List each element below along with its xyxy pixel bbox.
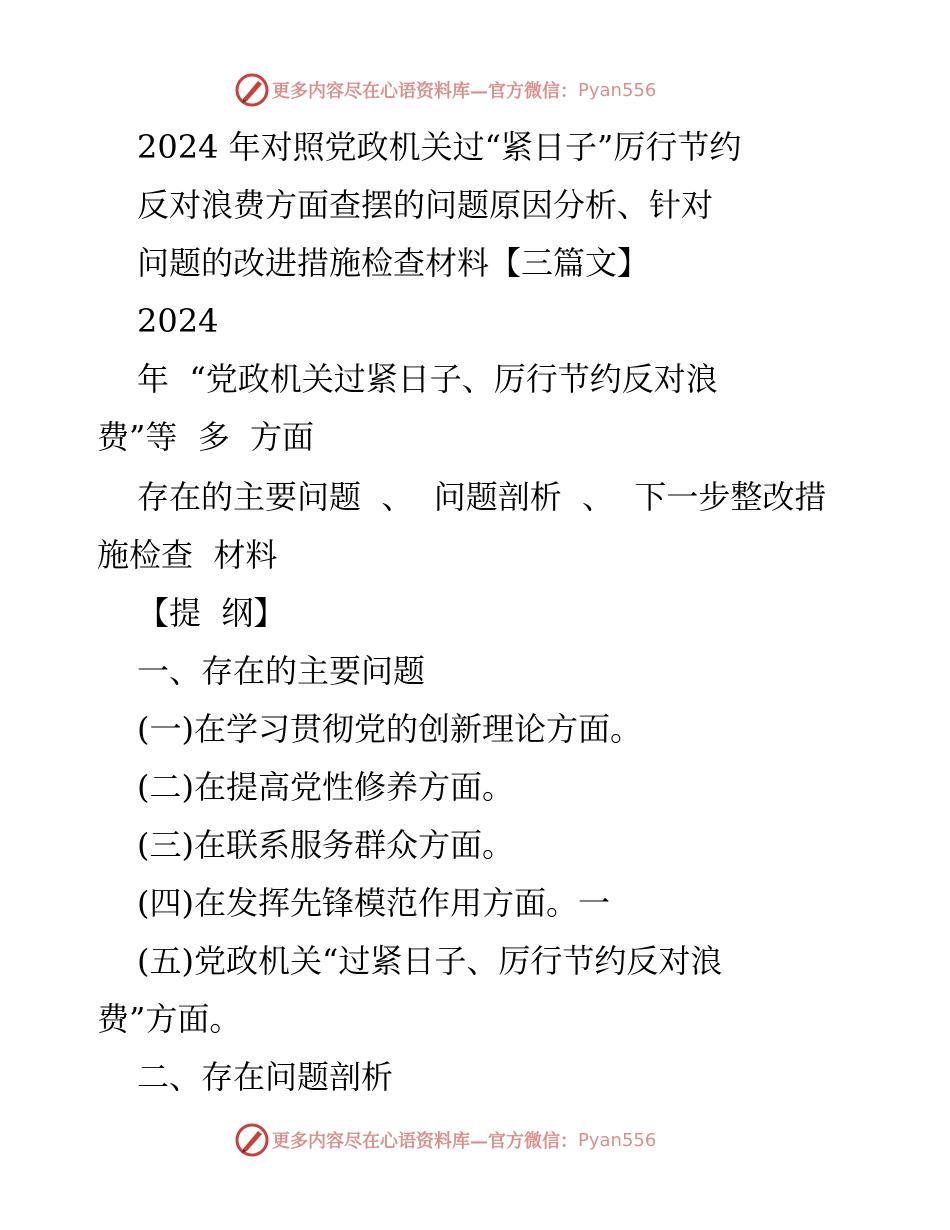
outline-item-4: (四)在发挥先锋模范作用方面。一 — [137, 884, 610, 922]
subtitle-line-4: 存在的主要问题 、 问题剖析 、 下一步整改措 — [137, 478, 827, 516]
title-line-1: 2024 年对照党政机关过“紧日子”厉行节约 — [137, 128, 742, 166]
subtitle-line-2: 年 “党政机关过紧日子、厉行节约反对浪 — [137, 360, 718, 398]
section-heading-2: 二、存在问题剖析 — [137, 1058, 394, 1096]
subtitle-line-5: 施检查 材料 — [97, 536, 278, 574]
watermark-text: 更多内容尽在心语资料库—官方微信： — [272, 1131, 578, 1152]
pen-logo-icon — [234, 1122, 270, 1158]
outline-item-2: (二)在提高党性修养方面。 — [137, 768, 514, 806]
subtitle-line-3: 费”等 多 方面 — [97, 418, 315, 456]
outline-item-3: (三)在联系服务群众方面。 — [137, 826, 514, 864]
watermark-wechat-id: Pyan556 — [578, 79, 657, 101]
outline-heading: 【提 纲】 — [137, 594, 286, 632]
watermark-text: 更多内容尽在心语资料库—官方微信： — [272, 81, 578, 102]
watermark-banner-bottom — [234, 1120, 656, 1160]
watermark-wechat-id: Pyan556 — [578, 1129, 657, 1151]
subtitle-line-1: 2024 — [137, 302, 219, 340]
outline-item-5-continued: 费”方面。 — [97, 1000, 242, 1038]
outline-item-5: (五)党政机关“过紧日子、厉行节约反对浪 — [137, 942, 723, 980]
pen-logo-icon — [234, 72, 270, 108]
watermark-banner-top — [234, 70, 656, 110]
title-line-3: 问题的改进措施检查材料【三篇文】 — [137, 244, 650, 282]
section-heading-1: 一、存在的主要问题 — [137, 652, 426, 690]
title-line-2: 反对浪费方面查摆的问题原因分析、针对 — [137, 186, 714, 224]
outline-item-1: (一)在学习贯彻党的创新理论方面。 — [137, 710, 642, 748]
